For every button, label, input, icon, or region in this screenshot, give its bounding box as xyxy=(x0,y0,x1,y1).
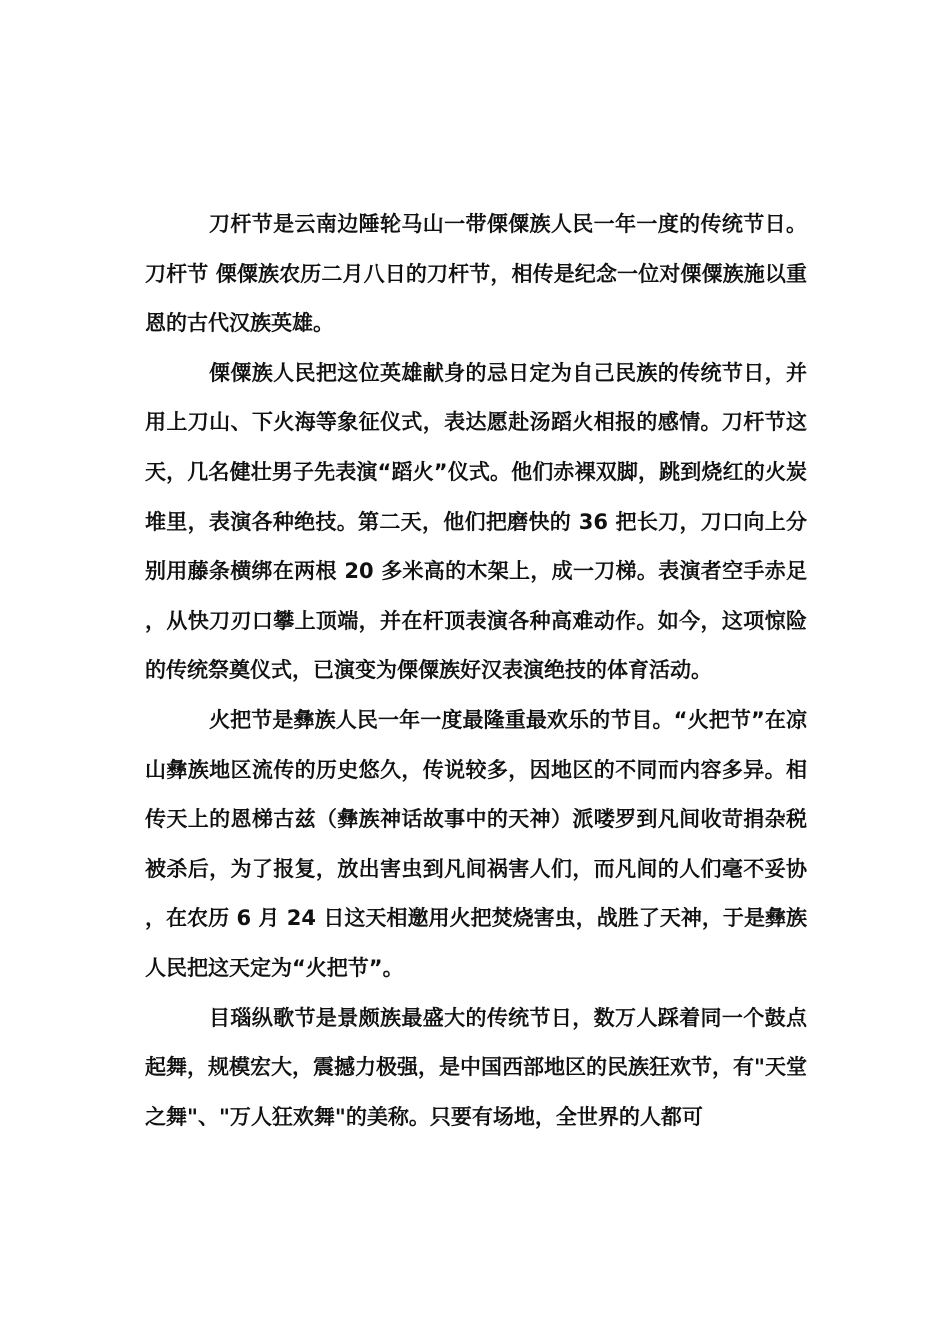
paragraph-torch-festival: 火把节是彝族人民一年一度最隆重最欢乐的节目。“火把节”在凉山彝族地区流传的历史悠久，传说较多，因地区的不同而内容多异。相传天上的恩梯古兹（彝族神话故事中的天神）派喽罗到凡间收苛捐杂税被杀后，为了报复，放出害虫到凡间祸害人们，而凡间的人们毫不妥协，在农历 6 月 24 日这天相邀用火把焚烧害虫，战胜了天神，于是彝族人民把这天定为“火把节”。 xyxy=(145,707,807,980)
paragraph-munao-zongge-festival: 目瑙纵歌节是景颇族最盛大的传统节日，数万人踩着同一个鼓点起舞，规模宏大，震撼力极强，是中国西部地区的民族狂欢节，有"天堂之舞"、"万人狂欢舞"的美称。只要有场地，全世界的人都可 xyxy=(145,1005,807,1129)
document-page xyxy=(145,200,807,1142)
paragraph-dao-gan-festival-intro: 刀杆节是云南边陲轮马山一带傈僳族人民一年一度的传统节日。 刀杆节 傈僳族农历二月八日的刀杆节，相传是纪念一位对傈僳族施以重恩的古代汉族英雄。 xyxy=(145,212,807,336)
paragraph-dao-gan-festival-ritual: 傈僳族人民把这位英雄献身的忌日定为自己民族的传统节日，并用上刀山、下火海等象征仪式，表达愿赴汤蹈火相报的感情。刀杆节这天，几名健壮男子先表演“蹈火”仪式。他们赤裸双脚，跳到烧红的火炭堆里，表演各种绝技。第二天，他们把磨快的 36 把长刀，刀口向上分别用藤条横绑在两根 20 多米高的木架上，成一刀梯。表演者空手赤足，从快刀刃口攀上顶端，并在杆顶表演各种高难动作。如今，这项惊险的传统祭奠仪式，已演变为傈僳族好汉表演绝技的体育活动。 xyxy=(145,360,807,683)
